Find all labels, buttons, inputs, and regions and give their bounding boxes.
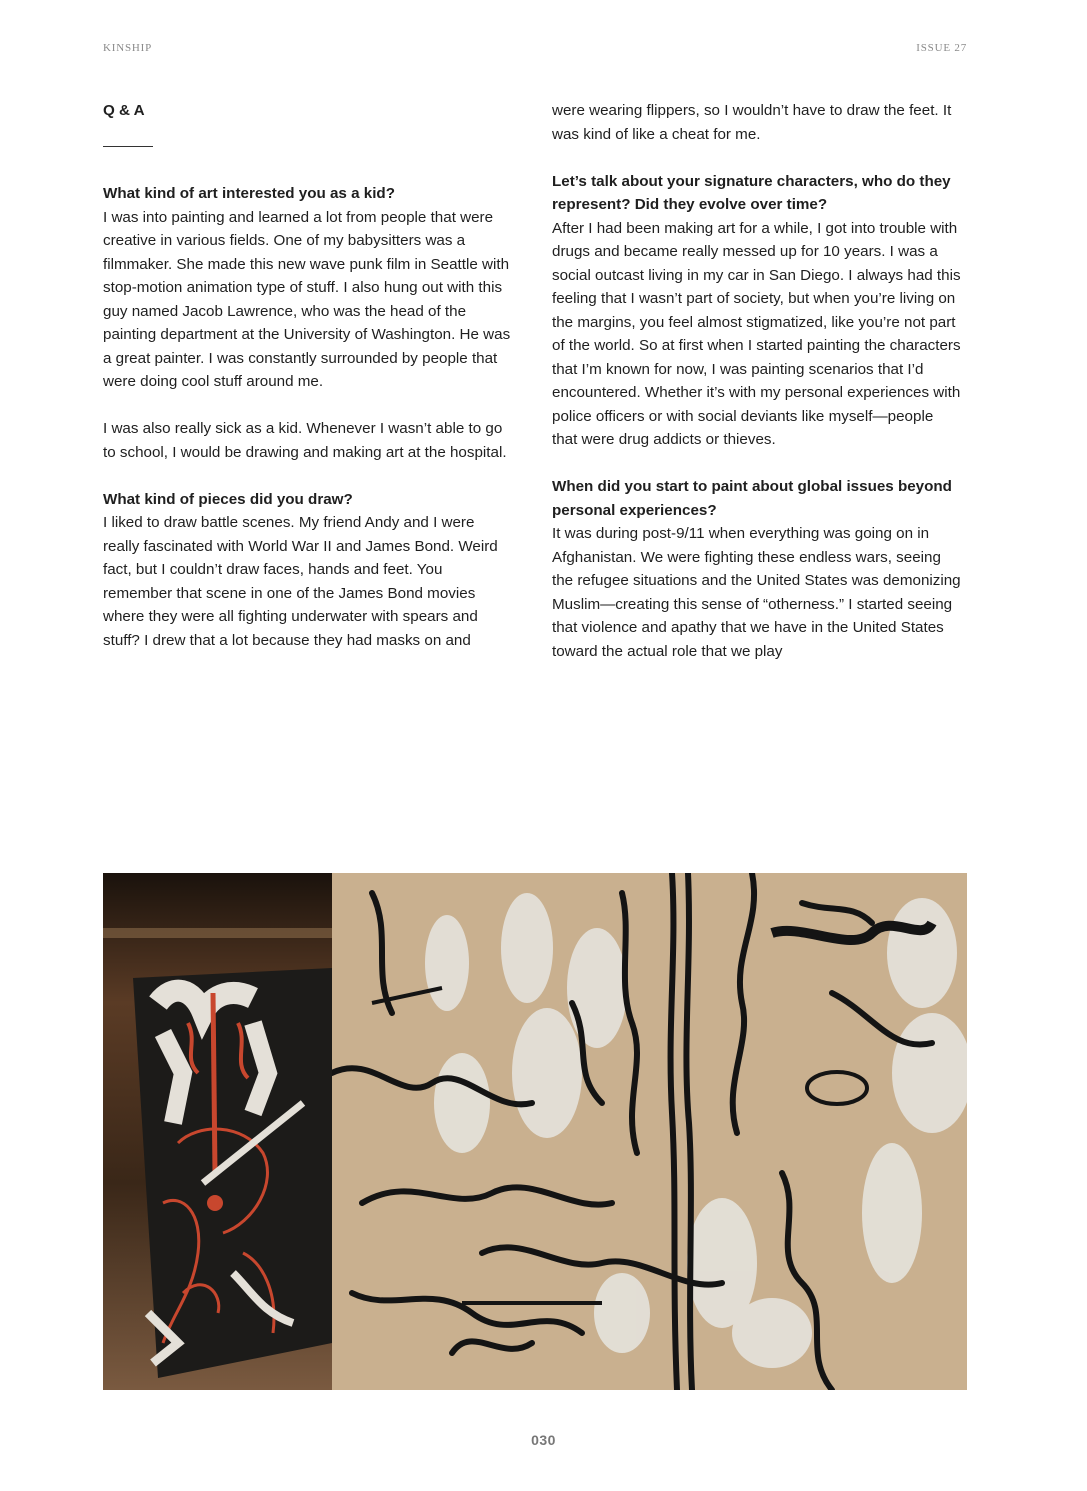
photo-artwork-dark-panel — [103, 873, 332, 1390]
page-number: 030 — [531, 1432, 556, 1448]
publication-name: KINSHIP — [103, 42, 152, 54]
question-2: What kind of pieces did you draw? — [103, 490, 353, 508]
question-3: Let’s talk about your signature characters, who do they represent? Did they evolve over time? — [552, 172, 951, 213]
article-column-left — [103, 99, 513, 676]
qa-block-2 — [103, 488, 513, 653]
qa-block-3 — [552, 170, 962, 452]
section-divider — [103, 146, 153, 147]
question-1: What kind of art interested you as a kid? — [103, 185, 395, 202]
artwork-photos — [103, 873, 967, 1390]
answer-1-paragraph-2: I was also really sick as a kid. Whenever I wasn’t able to go to school, I would be drawing and making art at the hospital. — [103, 420, 507, 461]
answer-2: I liked to draw battle scenes. My friend Andy and I were really fascinated with World War II and James Bond. Weird fact, but I couldn’t draw faces, hands and feet. You remember that scene in one of the James Bond movies where they were all fighting underwater with spears and stuff? I drew that a lot because they had masks on and — [103, 514, 498, 649]
answer-2-continued: were wearing flippers, so I wouldn’t have to draw the feet. It was kind of like a cheat for me. — [552, 102, 952, 143]
qa-block-4 — [552, 475, 962, 663]
answer-4: It was during post-9/11 when everything was going on in Afghanistan. We were fighting these endless wars, seeing the refugee situations and the United States was demonizing Muslim—creating this sense of “otherness.” I started seeing that violence and apathy that we have in the United States toward the actual role that we play — [552, 525, 961, 660]
photo-artwork-canvas-closeup — [332, 873, 967, 1390]
qa-block-1 — [103, 182, 513, 394]
article-column-right — [552, 99, 962, 687]
question-4: When did you start to paint about global issues beyond personal experiences? — [552, 478, 952, 519]
section-label: Q & A — [103, 102, 145, 119]
answer-1-paragraph-1: I was into painting and learned a lot from people that were creative in various fields. One of my babysitters was a filmmaker. She made this new wave punk film in Seattle with stop-motion animation type of stuff. I also hung out with this guy named Jacob Lawrence, who was the head of the painting department at the University of Washington. He was a great painter. I was constantly surrounded by people that were doing cool stuff around me. — [103, 208, 511, 390]
issue-number: ISSUE 27 — [916, 42, 967, 54]
answer-3: After I had been making art for a while, I got into trouble with drugs and became really messed up for 10 years. I was a social outcast living in my car in San Diego. I always had this feeling that I wasn’t part of society, but when you’re living on the margins, you feel almost stigmatized, like you’re not part of the world. So at first when I started painting the characters that I’m known for now, I was painting scenarios that I’d encountered. Whether it’s with my personal experiences with police officers or with social deviants like myself—people that were drug addicts or thieves. — [552, 219, 961, 448]
